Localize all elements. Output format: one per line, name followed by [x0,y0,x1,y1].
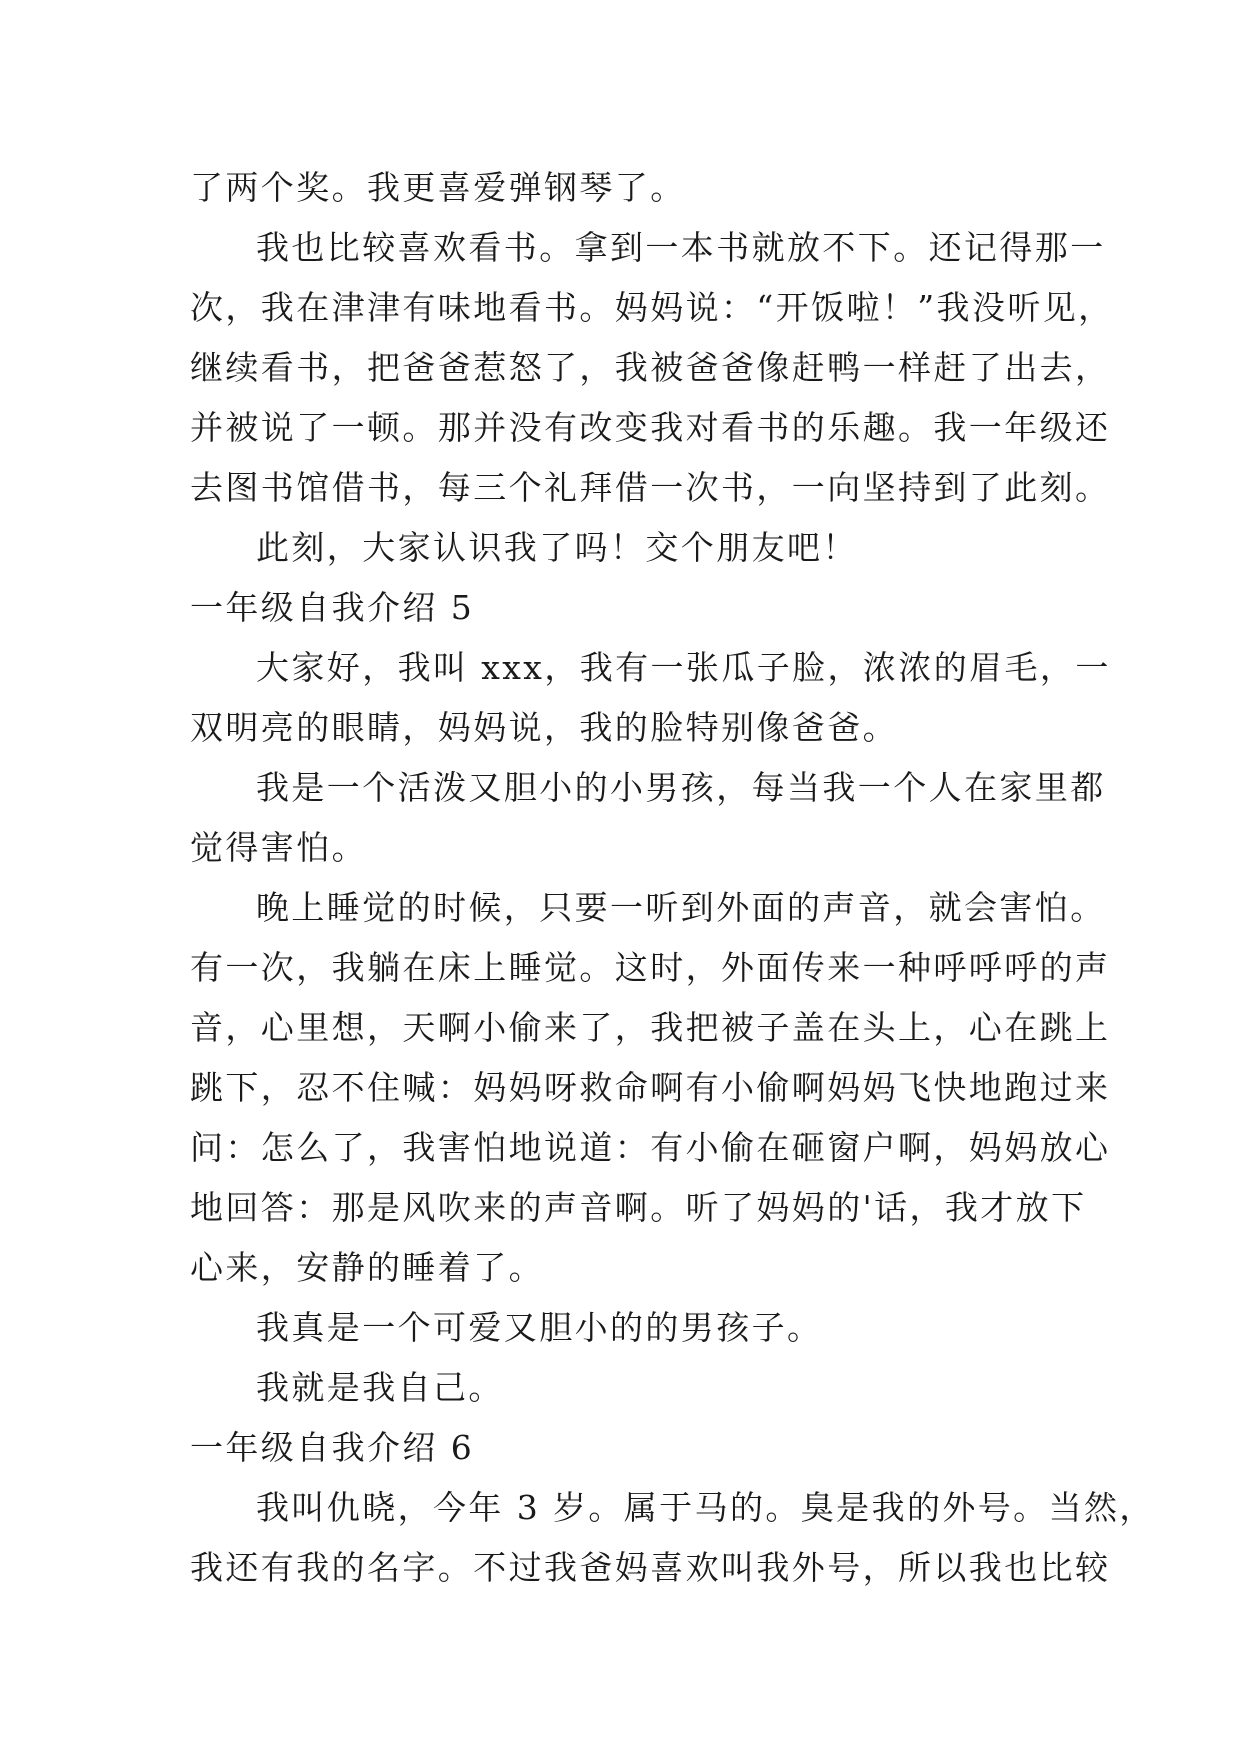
section-heading: 一年级自我介绍 6 [190,1428,475,1467]
paragraph-first-line: 我叫仇晓，今年 3 岁。属于马的。臭是我的外号。当然， [256,1488,1155,1527]
text-line: 问：怎么了，我害怕地说道：有小偷在砸窗户啊，妈妈放心 [190,1128,1111,1167]
text-line: 继续看书，把爸爸惹怒了，我被爸爸像赶鸭一样赶了出去， [190,348,1111,387]
text-line: 心来，安静的睡着了。 [190,1248,544,1287]
text-line: 觉得害怕。 [190,828,367,867]
text-line: 跳下，忍不住喊：妈妈呀救命啊有小偷啊妈妈飞快地跑过来 [190,1068,1111,1107]
paragraph-first-line: 我就是我自己。 [256,1368,504,1407]
text-line: 去图书馆借书，每三个礼拜借一次书，一向坚持到了此刻。 [190,468,1111,507]
text-line: 双明亮的眼睛，妈妈说，我的脸特别像爸爸。 [190,708,898,747]
text-line: 有一次，我躺在床上睡觉。这时，外面传来一种呼呼呼的声 [190,948,1111,987]
text-line: 次，我在津津有味地看书。妈妈说：“开饭啦！”我没听见， [190,288,1114,327]
paragraph-first-line: 我也比较喜欢看书。拿到一本书就放不下。还记得那一 [256,228,1106,267]
text-line: 了两个奖。我更喜爱弹钢琴了。 [190,168,686,207]
paragraph-first-line: 我真是一个可爱又胆小的的男孩子。 [256,1308,823,1347]
text-line: 音，心里想，天啊小偷来了，我把被子盖在头上，心在跳上 [190,1008,1111,1047]
text-line: 我还有我的名字。不过我爸妈喜欢叫我外号，所以我也比较 [190,1548,1111,1587]
paragraph-first-line: 大家好，我叫 xxx，我有一张瓜子脸，浓浓的眉毛，一 [256,648,1111,687]
section-heading: 一年级自我介绍 5 [190,588,475,627]
paragraph-first-line: 晚上睡觉的时候，只要一听到外面的声音，就会害怕。 [256,888,1106,927]
text-line: 并被说了一顿。那并没有改变我对看书的乐趣。我一年级还 [190,408,1111,447]
text-line: 地回答：那是风吹来的声音啊。听了妈妈的'话，我才放下 [190,1188,1087,1227]
paragraph-first-line: 我是一个活泼又胆小的小男孩，每当我一个人在家里都 [256,768,1106,807]
paragraph-first-line: 此刻，大家认识我了吗！交个朋友吧！ [256,528,858,567]
